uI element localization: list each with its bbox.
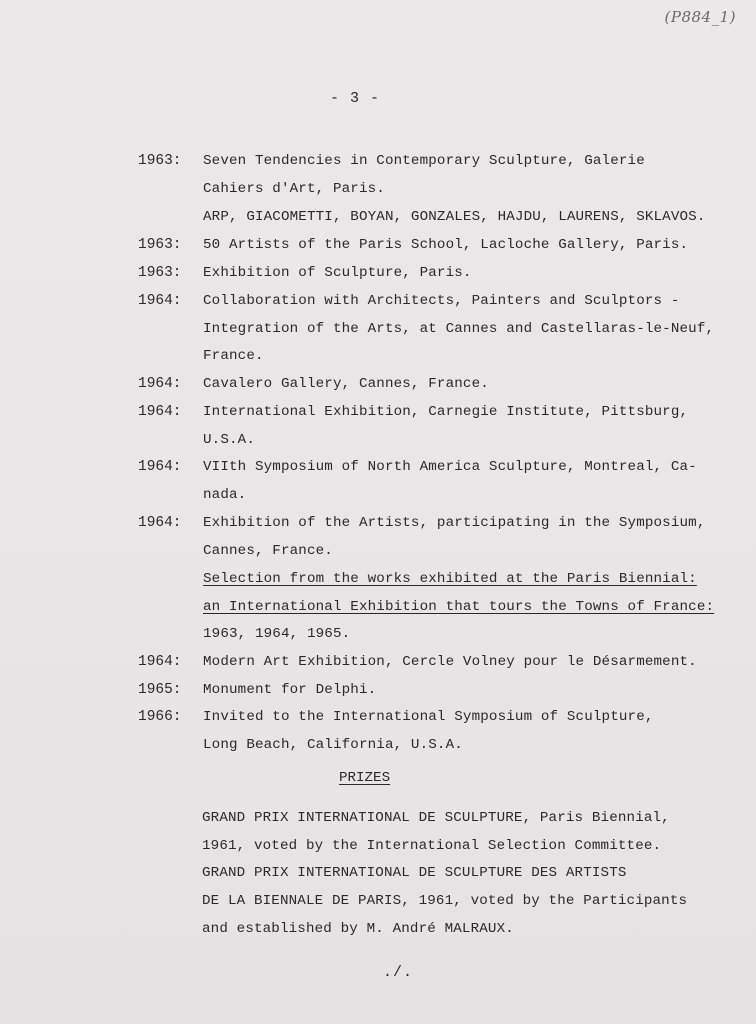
entry-line: France. (203, 348, 264, 364)
entry-line-underlined: an International Exhibition that tours the Towns of France: (203, 599, 715, 615)
entry-line: Exhibition of the Artists, participating in the Symposium, (203, 515, 706, 531)
entry-line: U.S.A. (203, 432, 255, 448)
entry-line: Cahiers d'Art, Paris. (203, 181, 385, 197)
entry-line: Cannes, France. (203, 543, 333, 559)
prize-line: 1961, voted by the International Selection Committee. (202, 838, 662, 854)
entry-line: Cavalero Gallery, Cannes, France. (203, 376, 489, 392)
page-number: - 3 - (330, 90, 381, 107)
entry-line: International Exhibition, Carnegie Institute, Pittsburg, (203, 404, 689, 420)
entry-year: 1964: (138, 404, 182, 420)
entry-line: Long Beach, California, U.S.A. (203, 737, 463, 753)
entry-line: Invited to the International Symposium of Sculpture, (203, 709, 654, 725)
entry-year: 1964: (138, 376, 182, 392)
entry-line: 50 Artists of the Paris School, Lacloche Gallery, Paris. (203, 237, 689, 253)
entry-line: Exhibition of Sculpture, Paris. (203, 265, 472, 281)
entry-year: 1963: (138, 153, 182, 169)
entry-line: Collaboration with Architects, Painters and Sculptors - (203, 293, 680, 309)
continued-mark: ./. (383, 964, 414, 981)
archive-reference: (P884_1) (664, 8, 736, 26)
entry-year: 1965: (138, 682, 182, 698)
entry-year: 1964: (138, 459, 182, 475)
entry-year: 1963: (138, 265, 182, 281)
entry-year: 1966: (138, 709, 182, 725)
entry-year: 1964: (138, 654, 182, 670)
entry-line-underlined: Selection from the works exhibited at the Paris Biennial: (203, 571, 697, 587)
entry-line: VIIth Symposium of North America Sculpture, Montreal, Ca- (203, 459, 697, 475)
prize-line: GRAND PRIX INTERNATIONAL DE SCULPTURE DES ARTISTS (202, 865, 627, 881)
prizes-heading: PRIZES (339, 770, 391, 786)
entry-line: nada. (203, 487, 247, 503)
entry-line: Seven Tendencies in Contemporary Sculpture, Galerie (203, 153, 645, 169)
prize-line: and established by M. André MALRAUX. (202, 921, 514, 937)
entry-line: Integration of the Arts, at Cannes and Castellaras-le-Neuf, (203, 321, 715, 337)
entry-line: 1963, 1964, 1965. (203, 626, 351, 642)
entry-year: 1964: (138, 293, 182, 309)
entry-year: 1963: (138, 237, 182, 253)
entry-line: ARP, GIACOMETTI, BOYAN, GONZALES, HAJDU, LAURENS, SKLAVOS. (203, 209, 706, 225)
entry-line: Modern Art Exhibition, Cercle Volney pour le Désarmement. (203, 654, 697, 670)
prize-line: GRAND PRIX INTERNATIONAL DE SCULPTURE, Paris Biennial, (202, 810, 670, 826)
entry-line: Monument for Delphi. (203, 682, 377, 698)
entry-year: 1964: (138, 515, 182, 531)
prize-line: DE LA BIENNALE DE PARIS, 1961, voted by the Participants (202, 893, 688, 909)
